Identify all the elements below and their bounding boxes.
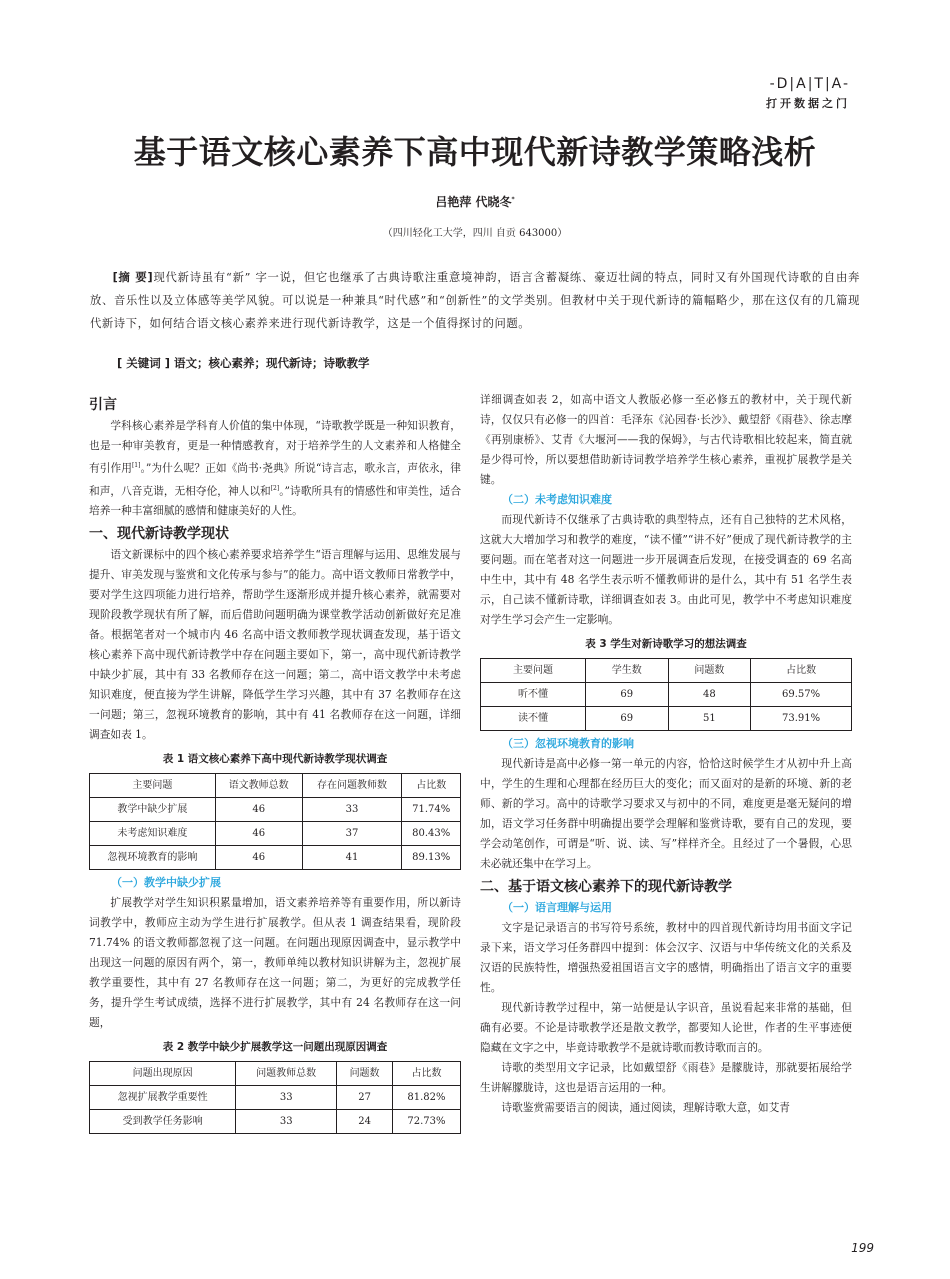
section-2-paragraph-2: 现代新诗教学过程中，第一站便是认字识音，虽说看起来非常的基础，但确有必要。不论是诗歌教学还是散文教学，都要知人论世，作者的生平事迹便隐藏在文字之中，毕竟诗歌教学不是就诗歌而教诗歌而言的。 bbox=[480, 1001, 852, 1054]
table-cell: 46 bbox=[215, 846, 302, 870]
table-header-cell: 主要问题 bbox=[481, 659, 586, 683]
section-1-paragraph: 语文新课标中的四个核心素养要求培养学生“语言理解与运用、思维发展与提升、审美发现与鉴赏和文化传承与参与”的能力。高中语文教师日常教学中，要对学生这四项能力进行培养，帮助学生逐渐形成并提升核心素养，就需要对现阶段教学现状有所了解，而后借助问题明确为课堂教学活动创新做好充足准备。根据笔者对一个城市内 46 名高中语文教师教学现状调查发现，基于语文核心素养下高中现代新诗教学中存在问题主要如下，第一，高中现代新诗教学中缺少扩展，其中有 33 名教师存在这一问题；第二，高中语文教学中未考虑知识难度，便直接为学生讲解，降低学生学习兴趣，其中有 37 名教师存在这一问题；第三，忽视环境教育的影响，其中有 41 名教师存在这一问题，详细调查如表 1。 bbox=[89, 548, 461, 742]
table-cell: 46 bbox=[215, 822, 302, 846]
table-cell: 51 bbox=[668, 707, 751, 731]
subsection-3-heading: （三）忽视环境教育的影响 bbox=[502, 737, 634, 750]
keywords-text: 语文；核心素养；现代新诗；诗歌教学 bbox=[174, 356, 370, 370]
table-row bbox=[90, 1086, 461, 1110]
table-3 bbox=[480, 658, 852, 731]
right-column bbox=[480, 390, 852, 1118]
table-cell: 71.74% bbox=[402, 798, 461, 822]
abstract-label: [摘 要] bbox=[112, 271, 154, 284]
journal-subtitle: 打开数据之门 bbox=[766, 97, 850, 110]
table-row bbox=[90, 846, 461, 870]
table-cell: 未考虑知识难度 bbox=[90, 822, 216, 846]
table-header-cell: 占比数 bbox=[751, 659, 852, 683]
table-header-cell: 问题教师总数 bbox=[236, 1062, 337, 1086]
section-2-heading: 二、基于语文核心素养下的现代新诗教学 bbox=[480, 879, 732, 895]
subsection-1-heading: （一）教学中缺少扩展 bbox=[111, 876, 221, 890]
table-cell: 27 bbox=[337, 1086, 393, 1110]
abstract bbox=[90, 266, 860, 335]
article-title: 基于语文核心素养下高中现代新诗教学策略浅析 bbox=[133, 133, 817, 171]
intro-text-1: 学科核心素养是学科育人价值的集中体现，“诗歌教学既是一种知识教育，也是一种审美教育，更是一种情感教育，对于培养学生的人文素养和人格健全有引作用 bbox=[89, 419, 461, 475]
abstract-text: 现代新诗虽有“新” 字一说，但它也继承了古典诗歌注重意境神韵，语言含蓄凝练、豪迈壮阔的特点，同时又有外国现代诗歌的自由奔放、音乐性以及立体感等美学风貌。可以说是一种兼具“时代感”和“创新性”的文学类别。但教材中关于现代新诗的篇幅略少，那在这仅有的几篇现代新诗下，如何结合语文核心素养来进行现代新诗教学，这是一个值得探讨的问题。 bbox=[90, 271, 860, 330]
intro-paragraph bbox=[89, 416, 461, 521]
subsection-4-heading: （一）语言理解与运用 bbox=[502, 901, 612, 914]
table-2-caption: 表 2 教学中缺少扩展教学这一问题出现原因调查 bbox=[162, 1041, 388, 1054]
table-cell: 73.91% bbox=[751, 707, 852, 731]
table-cell: 48 bbox=[668, 683, 751, 707]
table-header-row bbox=[90, 1062, 461, 1086]
table-row bbox=[481, 683, 852, 707]
table-header-cell: 存在问题教师数 bbox=[302, 774, 402, 798]
subsection-2-heading: （二）未考虑知识难度 bbox=[502, 493, 612, 506]
section-2-paragraph-1: 文字是记录语言的书写符号系统，教材中的四首现代新诗均用书面文字记录下来，语文学习任务群四中提到：体会汉字、汉语与中华传统文化的关系及汉语的民族特性，增强热爱祖国语言文字的感情，明确指出了语言文字的重要性。 bbox=[480, 921, 852, 994]
citation-2: [2] bbox=[270, 484, 280, 492]
table-header-row bbox=[481, 659, 852, 683]
table-2 bbox=[89, 1061, 461, 1134]
table-header-cell: 占比数 bbox=[392, 1062, 460, 1086]
author-names: 吕艳萍 代晓冬 bbox=[435, 195, 512, 209]
table-cell: 24 bbox=[337, 1110, 393, 1134]
subsection-3-paragraph: 现代新诗是高中必修一第一单元的内容，恰恰这时候学生才从初中升上高中，学生的生理和心理都在经历巨大的变化；而又面对的是新的环境、新的老师、新的学习。高中的诗歌学习要求又与初中的不同，难度更是毫无疑问的增加，语文学习任务群中明确提出要学会理解和鉴赏诗歌，要有自己的发现，要学会动笔创作，可谓是“听、说、读、写”样样齐全。且经过了一个暑假，心思未必就还集中在学习上。 bbox=[480, 757, 852, 870]
table-cell: 41 bbox=[302, 846, 402, 870]
table-cell: 忽视环境教育的影响 bbox=[90, 846, 216, 870]
table-cell: 69 bbox=[585, 683, 668, 707]
table-row bbox=[481, 707, 852, 731]
subsection-1-paragraph: 扩展教学对学生知识积累量增加，语文素养培养等有重要作用，所以新诗词教学中，教师应主动为学生进行扩展教学。但从表 1 调查结果看，现阶段 71.74% 的语文教师都忽视了这一问题。在问题出现原因调查中，显示教学中出现这一问题的原因有两个，第一，教师单纯以教材知识讲解为主，忽视扩展教学重要性，其中有 27 名教师存在这一问题；第二，为更好的完成教学任务，提升学生考试成绩，选择不进行扩展教学，其中有 24 名教师存在这一问题， bbox=[89, 896, 461, 1030]
table-cell: 33 bbox=[302, 798, 402, 822]
table-cell: 72.73% bbox=[392, 1110, 460, 1134]
table-3-caption: 表 3 学生对新诗歌学习的想法调查 bbox=[585, 638, 747, 650]
table-header-cell: 问题数 bbox=[668, 659, 751, 683]
table-cell: 读不懂 bbox=[481, 707, 586, 731]
intro-text-2: 。”为什么呢？正如《尚书·尧典》所说“诗言志，歌永言，声依永，律和声，八音克谐，无相夺伦，神人以和 bbox=[89, 461, 461, 498]
table-header-cell: 问题数 bbox=[337, 1062, 393, 1086]
journal-brand: -D|A|T|A- bbox=[769, 76, 850, 92]
table-header-cell: 主要问题 bbox=[90, 774, 216, 798]
table-1 bbox=[89, 773, 461, 870]
table-cell: 33 bbox=[236, 1110, 337, 1134]
table-1-caption: 表 1 语文核心素养下高中现代新诗教学现状调查 bbox=[162, 753, 388, 766]
author-mark: * bbox=[511, 196, 515, 203]
table-cell: 69 bbox=[585, 707, 668, 731]
table-cell: 37 bbox=[302, 822, 402, 846]
subsection-2-paragraph: 而现代新诗不仅继承了古典诗歌的典型特点，还有自己独特的艺术风格，这就大大增加学习和教学的难度，“读不懂”“讲不好”便成了现代新诗教学的主要问题。而在笔者对这一问题进一步开展调查后发现，在接受调查的 69 名高中生中，其中有 48 名学生表示听不懂教师讲的是什么，其中有 51 名学生表示，自己读不懂新诗歌，详细调查如表 3。由此可见，教学中不考虑知识难度对学生学习会产生一定影响。 bbox=[480, 513, 852, 626]
table-cell: 69.57% bbox=[751, 683, 852, 707]
table-cell: 33 bbox=[236, 1086, 337, 1110]
intro-heading: 引言 bbox=[89, 397, 117, 413]
table-row bbox=[90, 798, 461, 822]
affiliation: （四川轻化工大学，四川 自贡 643000） bbox=[382, 228, 568, 239]
section-1-heading: 一、现代新诗教学现状 bbox=[89, 526, 229, 543]
table-header-cell: 学生数 bbox=[585, 659, 668, 683]
table-row bbox=[90, 822, 461, 846]
keywords-label: [ 关键词 ] bbox=[117, 356, 171, 370]
authors bbox=[0, 193, 950, 210]
table-header-cell: 占比数 bbox=[402, 774, 461, 798]
table-row bbox=[90, 1110, 461, 1134]
section-2-paragraph-3: 诗歌的类型用文字记录，比如戴望舒《雨巷》是朦胧诗，那就要拓展给学生讲解朦胧诗，这也是语言运用的一种。 bbox=[480, 1061, 852, 1094]
continued-paragraph: 详细调查如表 2，如高中语文人教版必修一至必修五的教材中，关于现代新诗，仅仅只有必修一的四首：毛泽东《沁园春·长沙》、戴望舒《雨巷》、徐志摩《再别康桥》、艾青《大堰河——我的保姆》，与古代诗歌相比较起来，简直就是少得可怜，所以要想借助新诗词教学培养学生核心素养，重视扩展教学是关键。 bbox=[480, 393, 852, 486]
table-cell: 听不懂 bbox=[481, 683, 586, 707]
left-column bbox=[89, 392, 461, 1137]
table-header-cell: 问题出现原因 bbox=[90, 1062, 236, 1086]
page-number: 199 bbox=[851, 1241, 874, 1255]
table-cell: 忽视扩展教学重要性 bbox=[90, 1086, 236, 1110]
table-cell: 教学中缺少扩展 bbox=[90, 798, 216, 822]
table-cell: 81.82% bbox=[392, 1086, 460, 1110]
table-cell: 89.13% bbox=[402, 846, 461, 870]
table-cell: 80.43% bbox=[402, 822, 461, 846]
table-cell: 46 bbox=[215, 798, 302, 822]
table-header-cell: 语文教师总数 bbox=[215, 774, 302, 798]
citation-1: [1] bbox=[131, 462, 141, 469]
journal-header bbox=[766, 76, 850, 111]
table-cell: 受到教学任务影响 bbox=[90, 1110, 236, 1134]
section-2-paragraph-4: 诗歌鉴赏需要语言的阅读，通过阅读，理解诗歌大意，如艾青 bbox=[501, 1101, 790, 1114]
intro-text-3: 。”诗歌所具有的情感性和审美性，适合培养一种丰富细腻的感情和健康美好的人性。 bbox=[89, 484, 462, 518]
keywords bbox=[117, 355, 370, 371]
table-header-row bbox=[90, 774, 461, 798]
